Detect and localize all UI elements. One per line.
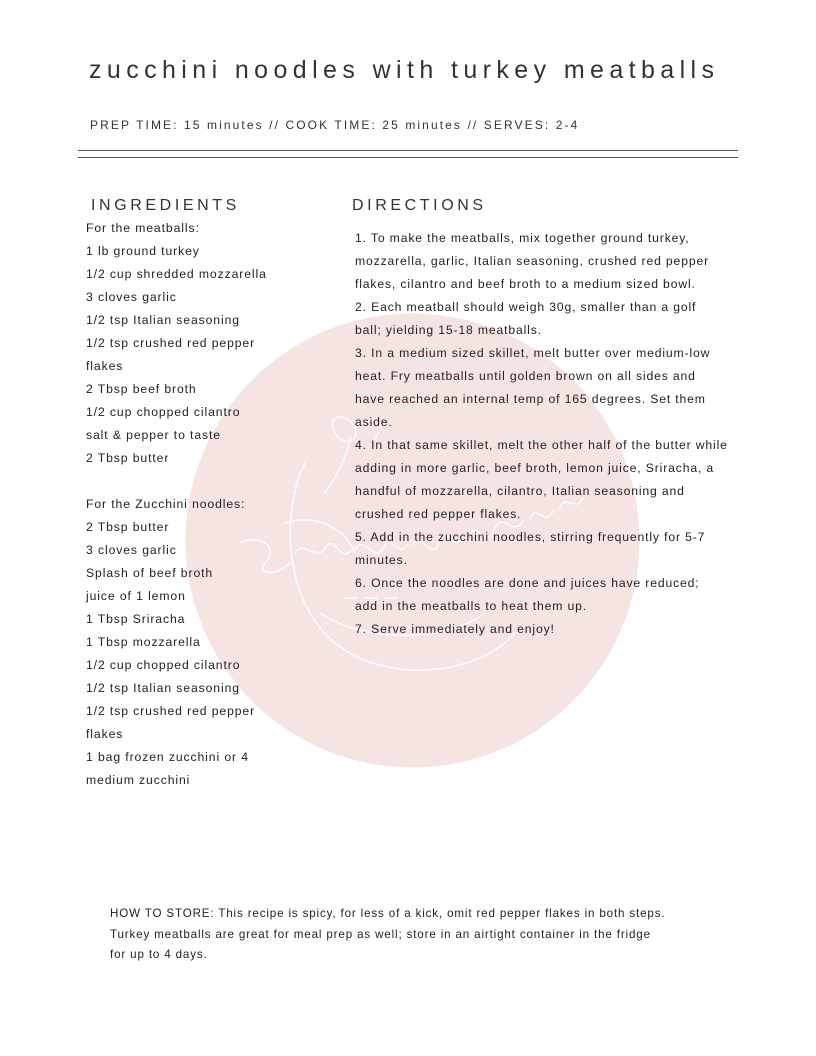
direction-line: 5. Add in the zucchini noodles, stirring frequently for 5-7 (355, 530, 706, 544)
recipe-title: zucchini noodles with turkey meatballs (89, 56, 720, 84)
ingredient-item: 1 Tbsp Sriracha (86, 612, 186, 626)
ingredient-item: Splash of beef broth (86, 566, 214, 580)
direction-line: adding in more garlic, beef broth, lemon juice, Sriracha, a (355, 461, 715, 475)
direction-line: ball; yielding 15-18 meatballs. (355, 323, 542, 337)
storage-note (110, 904, 730, 966)
ingredient-group-label: For the Zucchini noodles: (86, 497, 246, 511)
divider-line-top (78, 150, 738, 151)
directions-heading: DIRECTIONS (352, 197, 487, 214)
direction-line: handful of mozzarella, cilantro, Italian seasoning and (355, 484, 685, 498)
divider-line-bottom (78, 157, 738, 158)
directions-list (355, 227, 743, 641)
ingredient-item: 2 Tbsp butter (86, 520, 170, 534)
recipe-meta: PREP TIME: 15 minutes // COOK TIME: 25 minutes // SERVES: 2-4 (90, 118, 580, 132)
direction-line: 1. To make the meatballs, mix together ground turkey, (355, 231, 690, 245)
direction-line: 3. In a medium sized skillet, melt butter over medium-low (355, 346, 711, 360)
direction-line: 2. Each meatball should weigh 30g, smaller than a golf (355, 300, 697, 314)
ingredient-item: 1 bag frozen zucchini or 4 (86, 750, 249, 764)
storage-note-line: HOW TO STORE: This recipe is spicy, for less of a kick, omit red pepper flakes in both steps. (110, 907, 666, 920)
ingredient-item: 1 lb ground turkey (86, 244, 200, 258)
ingredient-item: flakes (86, 727, 124, 741)
ingredient-item: 2 Tbsp beef broth (86, 382, 197, 396)
ingredient-item: 2 Tbsp butter (86, 451, 170, 465)
ingredient-item: 3 cloves garlic (86, 290, 177, 304)
direction-line: aside. (355, 415, 393, 429)
direction-line: flakes, cilantro and beef broth to a medium sized bowl. (355, 277, 696, 291)
ingredients-list (86, 217, 286, 792)
ingredient-item: medium zucchini (86, 773, 191, 787)
ingredient-item: 1/2 tsp crushed red pepper (86, 336, 256, 350)
direction-line: have reached an internal temp of 165 degrees. Set them (355, 392, 706, 406)
direction-line: minutes. (355, 553, 408, 567)
ingredient-item: salt & pepper to taste (86, 428, 221, 442)
direction-line: mozzarella, garlic, Italian seasoning, crushed red pepper (355, 254, 709, 268)
ingredient-item: flakes (86, 359, 124, 373)
ingredient-item: 1/2 tsp crushed red pepper (86, 704, 256, 718)
ingredient-item: 1/2 cup chopped cilantro (86, 658, 241, 672)
storage-note-line: for up to 4 days. (110, 948, 208, 961)
ingredient-item: juice of 1 lemon (86, 589, 186, 603)
ingredient-spacer (86, 470, 286, 493)
ingredient-item: 1/2 cup chopped cilantro (86, 405, 241, 419)
ingredient-group-label: For the meatballs: (86, 221, 200, 235)
ingredients-heading: INGREDIENTS (91, 197, 240, 214)
ingredient-item: 1/2 cup shredded mozzarella (86, 267, 267, 281)
direction-line: 7. Serve immediately and enjoy! (355, 622, 555, 636)
direction-line: 4. In that same skillet, melt the other half of the butter while (355, 438, 728, 452)
direction-line: heat. Fry meatballs until golden brown on all sides and (355, 369, 696, 383)
storage-note-line: Turkey meatballs are great for meal prep as well; store in an airtight container in the fridge (110, 927, 651, 941)
direction-line: 6. Once the noodles are done and juices have reduced; (355, 576, 700, 590)
ingredient-item: 1 Tbsp mozzarella (86, 635, 201, 649)
direction-line: add in the meatballs to heat them up. (355, 599, 587, 613)
ingredient-item: 1/2 tsp Italian seasoning (86, 313, 240, 327)
ingredient-item: 1/2 tsp Italian seasoning (86, 681, 240, 695)
direction-line: crushed red pepper flakes. (355, 507, 522, 521)
ingredient-item: 3 cloves garlic (86, 543, 177, 557)
